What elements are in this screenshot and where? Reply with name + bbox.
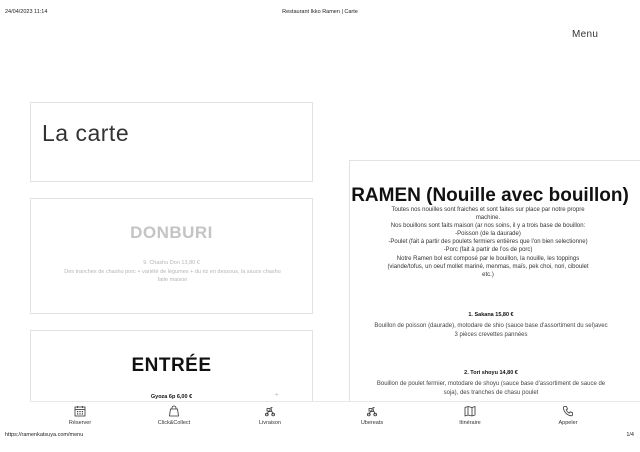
nav-label: Click&Collect bbox=[157, 420, 191, 426]
nav-ubereats[interactable] bbox=[332, 402, 412, 430]
la-carte-heading: La carte bbox=[42, 120, 130, 146]
map-icon bbox=[464, 405, 476, 417]
ramen-intro-line: Notre Ramen bol est composé par le bouillon, la nouille, les toppings bbox=[396, 255, 580, 262]
print-page-number: 1/4 bbox=[626, 432, 634, 438]
nav-appeler[interactable] bbox=[528, 402, 608, 430]
print-page-title: Restaurant Ikko Ramen | Carte bbox=[282, 9, 358, 15]
donburi-card bbox=[30, 198, 313, 314]
nav-label: Livraison bbox=[258, 420, 281, 426]
scooter-icon bbox=[366, 405, 378, 417]
nav-click-collect[interactable] bbox=[134, 402, 214, 430]
donburi-item-description: Des tranches de chashu porc + variété de légumes + du riz en dessous, la sauce chashu faite maison bbox=[64, 269, 281, 283]
donburi-heading: DONBURI bbox=[130, 223, 213, 242]
ramen-intro-line: Nos bouillons sont faits maison (ar nos soins, il y a trois base de bouillon: bbox=[390, 223, 586, 230]
bottom-nav bbox=[30, 401, 640, 429]
entree-heading: ENTRÉE bbox=[131, 355, 212, 376]
entree-item: Gyoza 6p 6,00 € bbox=[150, 394, 193, 400]
shopping-bag-icon bbox=[168, 405, 180, 417]
ramen-intro-line: -Poulet (fait à partir des poulets fermiers entières que l'on bien selectionne) bbox=[388, 239, 588, 246]
ramen-intro-line: -Poisson (de la daurade) bbox=[455, 231, 521, 238]
ramen-intro-line: etc.) bbox=[482, 271, 494, 278]
print-datetime: 24/04/2023 11:14 bbox=[5, 9, 48, 15]
ramen-card bbox=[349, 160, 640, 402]
nav-label: Appeler bbox=[558, 420, 578, 426]
ramen-item-title: 2. Tori shoyu 14,80 € bbox=[464, 370, 518, 376]
nav-reserver[interactable] bbox=[40, 402, 120, 430]
nav-label: Itinéraire bbox=[459, 420, 481, 426]
scooter-icon bbox=[264, 405, 276, 417]
nav-label: Réserver bbox=[68, 420, 92, 426]
ramen-intro-line: Toutes nos nouilles sont fraiches et sont faites sur place par notre propre bbox=[391, 207, 585, 213]
nav-livraison[interactable] bbox=[230, 402, 310, 430]
menu-button[interactable]: Menu bbox=[572, 29, 599, 40]
entree-card bbox=[30, 330, 313, 402]
ramen-item-title: 1. Sakana 15,80 € bbox=[468, 312, 514, 318]
ramen-intro-line: (viande/tofus, un oeuf mollet mariné, menmas, maïs, pek choi, nori, ciboulet bbox=[387, 263, 589, 270]
donburi-item-title: 9. Chashu Don 13,80 € bbox=[143, 260, 200, 266]
nav-itineraire[interactable] bbox=[430, 402, 510, 430]
print-url: https://ramenkatsuya.com/menu bbox=[5, 432, 84, 438]
entree-item-stepper[interactable]: ÷ bbox=[275, 393, 279, 399]
ramen-item-description: Bouillon de poisson (daurade), motodare de shio (sauce base d'assortiment du sel)avec 3 pièces crevettes pannées bbox=[374, 323, 608, 338]
print-header bbox=[0, 0, 640, 16]
ramen-item-description: Bouillon de poulet fermier, motodare de shoyu (sauce base d'assortiment de sauce de soja), des tranches de chasu poulet bbox=[376, 381, 606, 396]
ramen-intro-line: machine. bbox=[475, 215, 501, 222]
ramen-intro bbox=[349, 206, 634, 279]
nav-label: Ubereats bbox=[360, 420, 384, 426]
ramen-intro-line: -Porc (fait à partir de l'os de porc) bbox=[443, 247, 533, 254]
phone-icon bbox=[562, 405, 574, 417]
la-carte-card bbox=[30, 102, 313, 182]
calendar-icon bbox=[74, 405, 86, 417]
ramen-heading: RAMEN (Nouille avec bouillon) bbox=[351, 185, 629, 206]
